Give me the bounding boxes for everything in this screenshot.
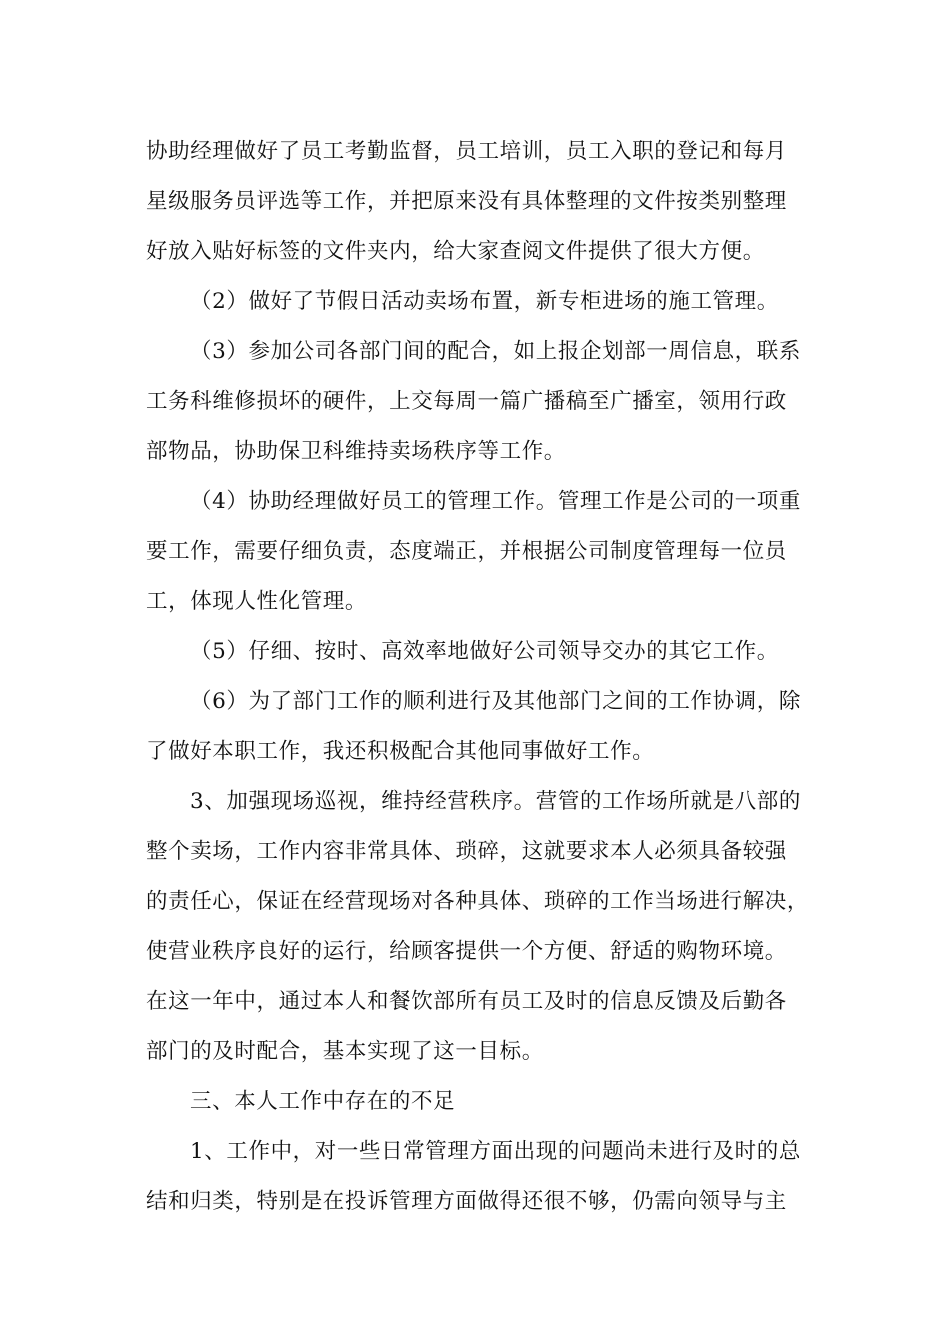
shortcoming-1-paragraph: 1、工作中，对一些日常管理方面出现的问题尚未进行及时的总	[190, 1139, 801, 1164]
text-line: 结和归类，特别是在投诉管理方面做得还很不够，仍需向领导与主	[146, 1189, 787, 1214]
section-heading: 三、本人工作中存在的不足	[190, 1089, 456, 1114]
text-line: 要工作，需要仔细负责，态度端正，并根据公司制度管理每一位员	[146, 539, 787, 564]
list-item-5: （5）仔细、按时、高效率地做好公司领导交办的其它工作。	[190, 639, 779, 664]
list-item-3: （3）参加公司各部门间的配合，如上报企划部一周信息，联系	[190, 339, 801, 364]
text-line: 了做好本职工作，我还积极配合其他同事做好工作。	[146, 739, 655, 764]
list-item-6: （6）为了部门工作的顺利进行及其他部门之间的工作协调，除	[190, 689, 801, 714]
text-line: 协助经理做好了员工考勤监督，员工培训，员工入职的登记和每月	[146, 139, 787, 164]
text-line: 工务科维修损坏的硬件，上交每周一篇广播稿至广播室，领用行政	[146, 389, 787, 414]
text-line: 的责任心，保证在经营现场对各种具体、琐碎的工作当场进行解决，	[146, 889, 810, 914]
section-3-paragraph: 3、加强现场巡视，维持经营秩序。营管的工作场所就是八部的	[190, 789, 801, 814]
list-item-4: （4）协助经理做好员工的管理工作。管理工作是公司的一项重	[190, 489, 801, 514]
text-line: 整个卖场，工作内容非常具体、琐碎，这就要求本人必须具备较强	[146, 839, 787, 864]
text-line: 好放入贴好标签的文件夹内，给大家查阅文件提供了很大方便。	[146, 239, 765, 264]
text-line: 使营业秩序良好的运行，给顾客提供一个方便、舒适的购物环境。	[146, 939, 787, 964]
text-line: 在这一年中，通过本人和餐饮部所有员工及时的信息反馈及后勤各	[146, 989, 787, 1014]
text-line: 星级服务员评选等工作，并把原来没有具体整理的文件按类别整理	[146, 189, 787, 214]
list-item-2: （2）做好了节假日活动卖场布置，新专柜进场的施工管理。	[190, 289, 779, 314]
document-body	[146, 127, 814, 1227]
text-line: 部门的及时配合，基本实现了这一目标。	[146, 1039, 544, 1064]
text-line: 工，体现人性化管理。	[146, 589, 368, 614]
text-line: 部物品，协助保卫科维持卖场秩序等工作。	[146, 439, 566, 464]
